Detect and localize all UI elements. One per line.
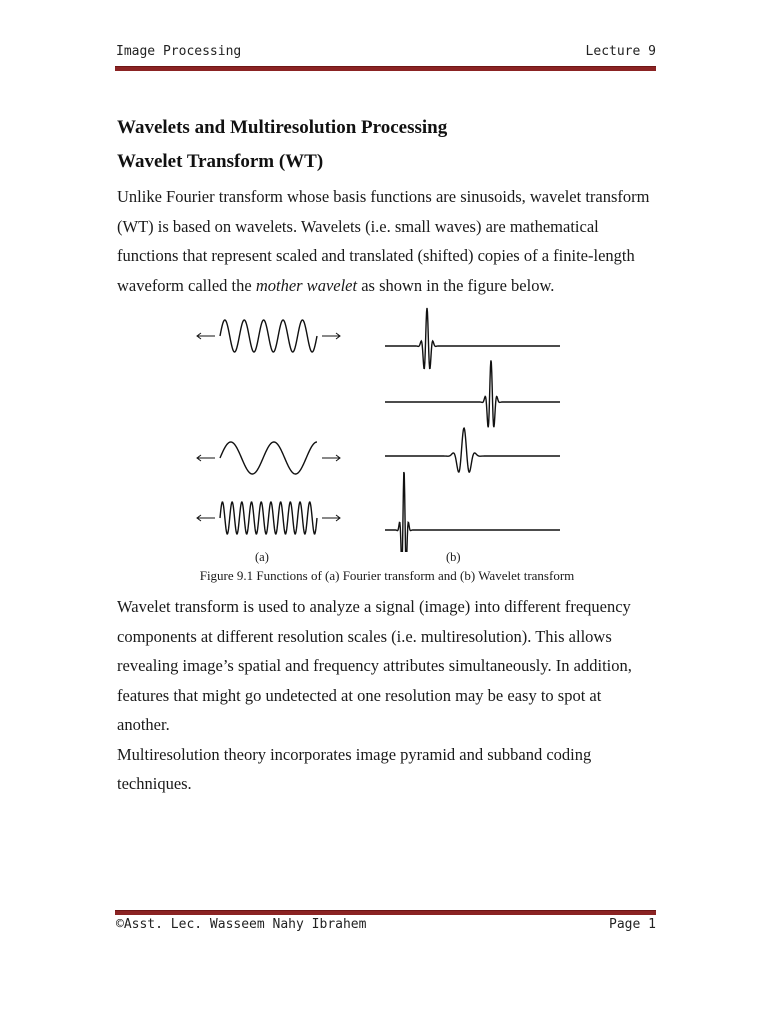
course-name: Image Processing	[116, 44, 242, 59]
author-credit: ©Asst. Lec. Wasseem Nahy Ibrahem	[116, 917, 367, 932]
figure-9-1	[117, 302, 657, 583]
page-title: Wavelets and Multiresolution Processing	[117, 117, 448, 138]
figure-caption: Figure 9.1 Functions of (a) Fourier transform and (b) Wavelet transform	[199, 568, 575, 583]
body-paragraph-wt: Wavelet transform is used to analyze a signal (image) into different frequency components at different resolution scales (i.e. multiresolution). This allows revealing image’s spatial and frequency attributes simultaneously. In addition, features that might go undetected at one resolution may be easy to spot at another.	[117, 597, 632, 734]
arrows-group	[197, 333, 340, 521]
wavelet-3	[385, 428, 560, 472]
lecture-number: Lecture 9	[585, 44, 656, 59]
footer-rule	[115, 910, 656, 915]
sinusoid-medium	[220, 320, 317, 352]
wave-illustration	[117, 302, 657, 552]
intro-text-end: as shown in the figure below.	[357, 275, 555, 295]
sinusoid-low	[220, 442, 317, 474]
waves-group	[220, 308, 560, 552]
page-number: Page 1	[609, 917, 656, 932]
wavelet-2	[385, 360, 560, 427]
wavelet-4	[385, 472, 560, 552]
sinusoid-high	[220, 502, 317, 534]
intro-paragraph	[117, 182, 657, 300]
wavelet-1	[385, 308, 560, 368]
intro-text: Unlike Fourier transform whose basis functions are sinusoids, wavelet transform (WT) is based on wavelets. Wavelets (i.e. small waves) are mathematical functions that represent scaled and translated (shifted) copies of a finite-length waveform called the	[117, 187, 650, 295]
figure-label-a: (a)	[255, 550, 269, 564]
mother-wavelet-term: mother wavelet	[255, 275, 358, 295]
body-paragraph-multiresolution: Multiresolution theory incorporates image pyramid and subband coding techniques.	[117, 744, 592, 793]
section-title: Wavelet Transform (WT)	[117, 151, 324, 172]
figure-label-b: (b)	[446, 550, 461, 564]
page-content	[117, 114, 657, 799]
header-rule	[115, 66, 656, 71]
